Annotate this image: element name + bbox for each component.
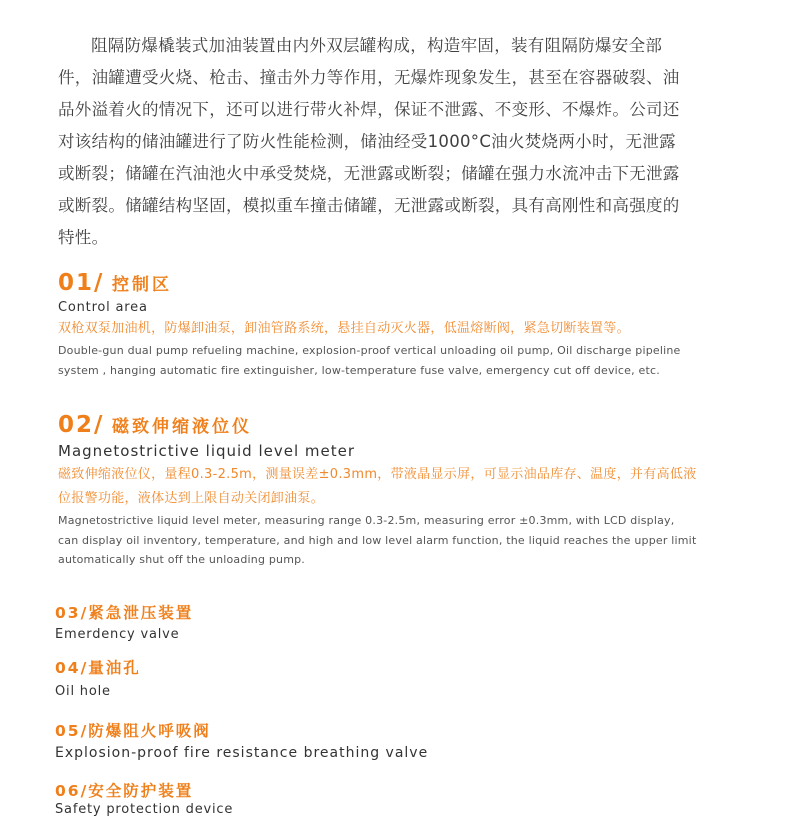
section-cn-title: 控制区 [112, 275, 172, 295]
section-en-title: Control area [58, 300, 148, 315]
section-number: 02/ [58, 412, 105, 438]
item-title: 04/量油孔 [55, 659, 141, 677]
section-cn-desc: 双枪双泵加油机，防爆卸油泵，卸油管路系统，悬挂自动灭火器，低温熔断阀，紧急切断装置等。 [58, 321, 630, 336]
section-title [58, 412, 698, 438]
section-level-meter [58, 412, 698, 570]
section-en-desc: Magnetostrictive liquid level meter, measuring range 0.3-2.5m, measuring error ±0.3mm, with LCD display, can display oil inventory, temperature, and high and low level alarm function, the liquid reaches the upper limit automatically shut off the unloading pump. [58, 514, 697, 566]
item-en: Oil hole [55, 684, 111, 699]
item-en: Explosion-proof fire resistance breathing valve [55, 745, 429, 761]
section-title [58, 270, 698, 296]
item-title: 03/紧急泄压装置 [55, 604, 194, 622]
item-emergency-valve [55, 601, 695, 642]
section-cn-desc: 磁致伸缩液位仪，量程0.3-2.5m，测量误差±0.3mm，带液晶显示屏，可显示油品库存、温度，并有高低液位报警功能，液体达到上限自动关闭卸油泵。 [58, 467, 697, 506]
section-control-area [58, 270, 698, 380]
section-en-desc: Double-gun dual pump refueling machine, explosion-proof vertical unloading oil pump, Oil discharge pipeline system , hanging automatic fire extinguisher, low-temperature fuse valve, emergency cut off device, etc. [58, 344, 681, 377]
item-title: 06/安全防护装置 [55, 782, 194, 800]
section-en-title: Magnetostrictive liquid level meter [58, 442, 356, 460]
item-title: 05/防爆阻火呼吸阀 [55, 722, 211, 740]
item-oil-hole [55, 656, 695, 699]
section-number: 01/ [58, 270, 105, 296]
intro-paragraph: 阻隔防爆橇装式加油装置由内外双层罐构成，构造牢固，装有阻隔防爆安全部件，油罐遭受火烧、枪击、撞击外力等作用，无爆炸现象发生，甚至在容器破裂、油品外溢着火的情况下，还可以进行带火补焊，保证不泄露、不变形、不爆炸。公司还对该结构的储油罐进行了防火性能检测，储油经受1000°C油火焚烧两小时，无泄露或断裂；储罐在汽油池火中承受焚烧，无泄露或断裂；储罐在强力水流冲击下无泄露或断裂。储罐结构坚固，模拟重车撞击储罐，无泄露或断裂，具有高刚性和高强度的特性。 [58, 36, 680, 247]
item-en: Safety protection device [55, 802, 234, 817]
item-breathing-valve [55, 719, 695, 761]
item-safety-device [55, 779, 695, 817]
section-cn-title: 磁致伸缩液位仪 [112, 417, 252, 437]
item-en: Emerdency valve [55, 627, 180, 642]
